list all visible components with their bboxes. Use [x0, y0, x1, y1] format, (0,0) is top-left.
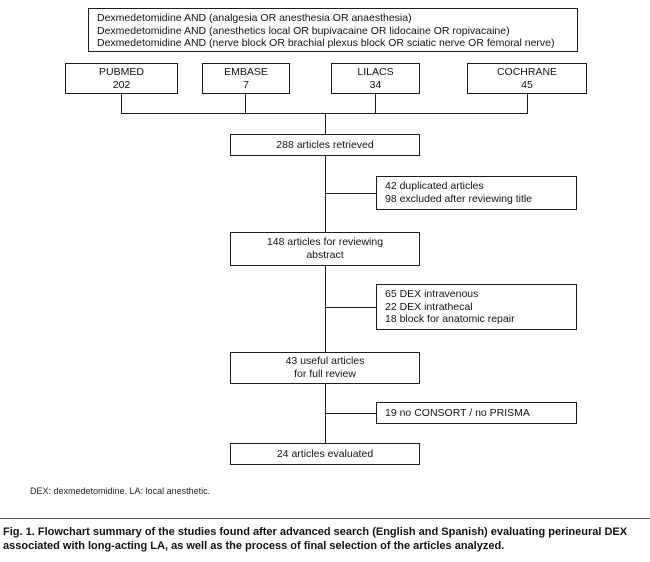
figure-caption [3, 525, 648, 553]
database-box-cochrane [467, 63, 587, 94]
connector-pubmed-stub [121, 94, 122, 114]
excluded-title-box [376, 176, 577, 210]
excluded-line: 42 duplicated articles [385, 180, 484, 192]
database-count: 7 [243, 78, 249, 91]
excluded-line: 22 DEX intrathecal [385, 300, 473, 313]
connector-embase-stub [245, 94, 246, 114]
connector-merge-drop [325, 113, 326, 134]
connector-lilacs-stub [375, 94, 376, 114]
connector-branch-excluded1 [325, 193, 376, 194]
connector-cochrane-stub [527, 94, 528, 114]
database-count: 202 [112, 78, 131, 91]
excluded-line: 65 DEX intravenous [385, 288, 479, 300]
search-strategy-box [88, 8, 578, 52]
connector-branch-excluded3 [325, 413, 376, 414]
database-count: 45 [521, 78, 533, 91]
abstract-line: 148 articles for reviewing [266, 236, 384, 248]
abstract-line: abstract [306, 249, 344, 261]
database-name: PUBMED [99, 65, 144, 78]
database-box-embase [202, 63, 290, 94]
full-review-box [230, 352, 420, 384]
connector-branch-excluded2 [325, 307, 376, 308]
connector-abstract-to-fullreview [325, 266, 326, 352]
excluded-line: 18 block for anatomic repair [385, 313, 515, 325]
database-box-lilacs [331, 63, 420, 94]
database-name: EMBASE [224, 65, 268, 78]
excluded-line: 19 no CONSORT / no PRISMA [385, 406, 530, 419]
figure-label: Fig. 1. [3, 526, 35, 538]
full-review-line: 43 useful articles [285, 355, 365, 367]
database-name: COCHRANE [496, 65, 558, 78]
connector-retrieved-to-abstract [325, 156, 326, 232]
database-count: 34 [369, 78, 382, 91]
full-review-line: for full review [294, 368, 356, 380]
evaluated-text: 24 articles evaluated [276, 447, 374, 460]
retrieved-text: 288 articles retrieved [276, 138, 374, 151]
abstract-review-box [230, 232, 420, 266]
database-name: LILACS [357, 65, 394, 78]
excluded-line: 98 excluded after reviewing title [385, 192, 533, 205]
evaluated-box [230, 443, 420, 465]
search-strategy-line: Dexmedetomidine AND (anesthetics local OR bupivacaine OR lidocaine OR ropivacaine) [97, 24, 510, 37]
search-strategy-line: Dexmedetomidine AND (analgesia OR anesthesia OR anaesthesia) [97, 12, 412, 24]
figure-caption-text: Flowchart summary of the studies found after advanced search (English and Spanish) evaluating perineural DEX associated with long-acting LA, as well as the process of final selection of the articles analyzed. [3, 526, 628, 552]
retrieved-box [230, 134, 420, 156]
caption-divider [0, 518, 650, 519]
database-box-pubmed [65, 63, 178, 94]
abbreviations-footnote: DEX: dexmedetomidine. LA: local anesthetic. [30, 486, 211, 496]
excluded-consort-box [376, 402, 577, 424]
excluded-abstract-box [376, 284, 577, 330]
search-strategy-line: Dexmedetomidine AND (nerve block OR brachial plexus block OR sciatic nerve OR femoral nerve) [97, 37, 555, 49]
